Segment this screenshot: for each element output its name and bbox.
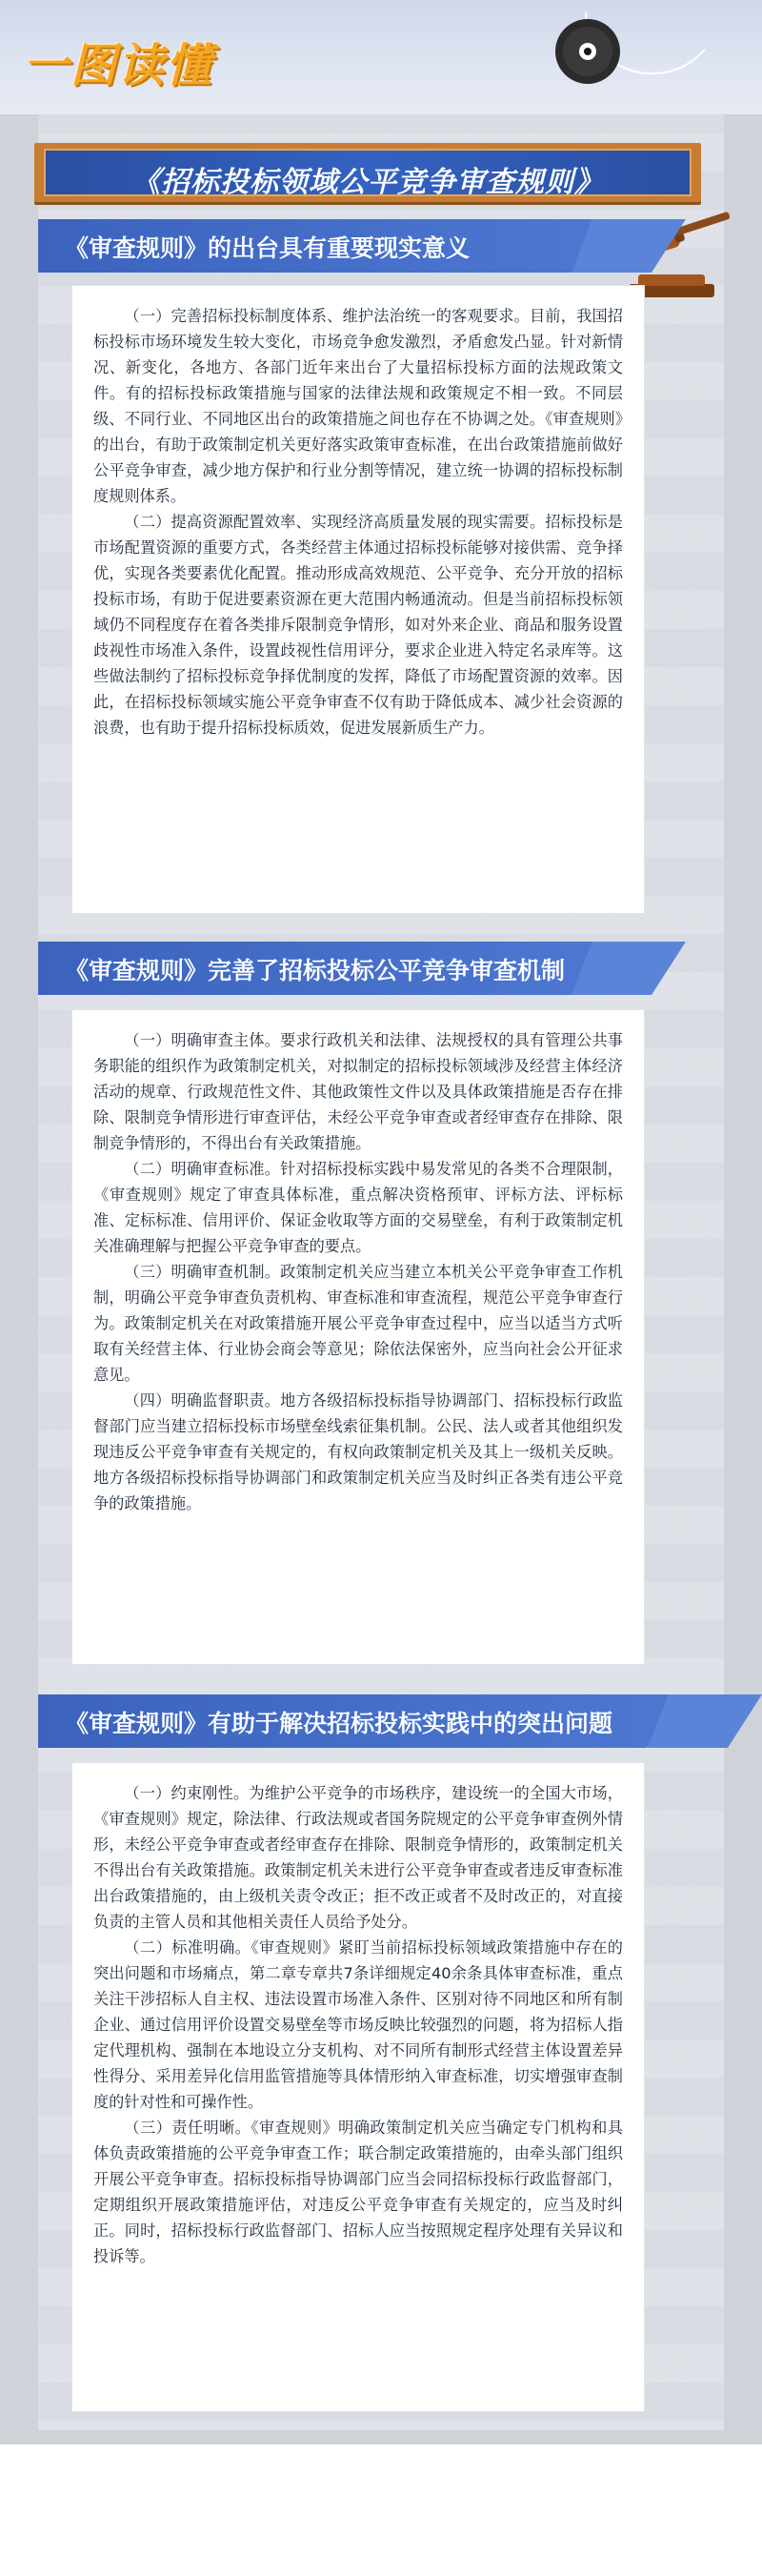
section-1-paragraph-2: （二）提高资源配置效率、实现经济高质量发展的现实需要。招标投标是市场配置资源的重要方式，各类经营主体通过招标投标能够对接供需、竞争择优，实现各类要素优化配置。推动形成高效规范、公平竞争、充分开放的招标投标市场，有助于促进要素资源在更大范围内畅通流动。但是当前招标投标领域仍不同程度存在着各类排斥限制竞争情形，如对外来企业、商品和服务设置歧视性市场准入条件，设置歧视性信用评分，要求企业进入特定名录库等。这些做法制约了招标投标竞争择优制度的发挥，降低了市场配置资源的效率。因此，在招标投标领域实施公平竞争审查不仅有助于降低成本、减少社会资源的浪费，也有助于提升招标投标质效，促进发展新质生产力。: [93, 513, 623, 737]
section-3-paragraph-1: （一）约束刚性。为维护公平竞争的市场秩序，建设统一的全国大市场，《审查规则》规定，除法律、行政法规或者国务院规定的公平竞争审查例外情形，未经公平竞争审查或者经审查存在排除、限制竞争情形的，政策制定机关不得出台有关政策措施。政策制定机关未进行公平竞争审查或者违反审查标准出台政策措施的，由上级机关责令改正；拒不改正或者不及时改正的，对直接负责的主管人员和其他相关责任人员给予处分。: [93, 1784, 623, 1931]
title-ribbon-inner: [44, 149, 692, 199]
title-ribbon: [34, 143, 701, 202]
section-2-title: 《审查规则》完善了招标投标公平竞争审查机制: [65, 957, 566, 984]
ribbon-title: 《招标投标领域公平竞争审查规则》: [131, 166, 604, 199]
section-3-title: 《审查规则》有助于解决招标投标实践中的突出问题: [65, 1710, 613, 1737]
section-3-paragraph-3: （三）责任明晰。《审查规则》明确政策制定机关应当确定专门机构和具体负责政策措施的公平竞争审查工作；联合制定政策措施的，由牵头部门组织开展公平竞争审查。招标投标指导协调部门应当会同招标投标行政监督部门，定期组织开展政策措施评估，对违反公平竞争审查有关规定的，应当及时纠正。同时，招标投标行政监督部门、招标人应当按照规定程序处理有关异议和投诉等。: [93, 2119, 623, 2265]
section-2-paragraph-2: （二）明确审查标准。针对招标投标实践中易发常见的各类不合理限制，《审查规则》规定了审查具体标准，重点解决资格预审、评标方法、评标标准、定标标准、信用评价、保证金收取等方面的交易壁垒，有利于政策制定机关准确理解与把握公平竞争审查的要点。: [93, 1160, 623, 1255]
section-1-paragraph-1: （一）完善招标投标制度体系、维护法治统一的客观要求。目前，我国招标投标市场环境发生较大变化，市场竞争愈发激烈，矛盾愈发凸显。针对新情况、新变化，各地方、各部门近年来出台了大量招标投标方面的法规政策文件。有的招标投标政策措施与国家的法律法规和政策规定不相一致。不同层级、不同行业、不同地区出台的政策措施之间也存在不协调之处。《审查规则》的出台，有助于政策制定机关更好落实政策审查标准，在出台政策措施前做好公平竞争审查，减少地方保护和行业分割等情况，建立统一协调的招标投标制度规则体系。: [93, 307, 623, 505]
section-3-paragraph-2: （二）标准明确。《审查规则》紧盯当前招标投标领域政策措施中存在的突出问题和市场痛点，第二章专章共7条详细规定40余条具体审查标准，重点关注干涉招标人自主权、违法设置市场准入条件、区别对待不同地区和所有制企业、通过信用评价设置交易壁垒等市场反映比较强烈的问题，将为招标人指定代理机构、强制在本地设立分支机构、对不同所有制形式经营主体设置差异性得分、采用差异化信用监管措施等具体情形纳入审查标准，切实增强审查制度的针对性和可操作性。: [93, 1938, 623, 2111]
banner-title: 一图读懂: [23, 39, 214, 92]
section-2-paragraph-4: （四）明确监督职责。地方各级招标投标指导协调部门、招标投标行政监督部门应当建立招标投标市场壁垒线索征集机制。公民、法人或者其他组织发现违反公平竞争审查有关规定的，有权向政策制定机关及其上一级机关反映。地方各级招标投标指导协调部门和政策制定机关应当及时纠正各类有违公平竞争的政策措施。: [93, 1391, 623, 1512]
section-1-card: [72, 286, 644, 913]
section-1-title: 《审查规则》的出台具有重要现实意义: [65, 234, 471, 262]
section-2-paragraph-3: （三）明确审查机制。政策制定机关应当建立本机关公平竞争审查工作机制，明确公平竞争审查负责机构、审查标准和审查流程，规范公平竞争审查行为。政策制定机关在对政策措施开展公平竞争审查过程中，应当以适当方式听取有关经营主体、行业协会商会等意见；除依法保密外，应当向社会公开征求意见。: [93, 1263, 623, 1384]
section-2-paragraph-1: （一）明确审查主体。要求行政机关和法律、法规授权的具有管理公共事务职能的组织作为政策制定机关，对拟制定的招标投标领域涉及经营主体经济活动的规章、行政规范性文件、其他政策性文件以及具体政策措施是否存在排除、限制竞争情形进行审查评估，未经公平竞争审查或者经审查存在排除、限制竞争情形的，不得出台有关政策措施。: [93, 1031, 623, 1152]
section-2-card: [72, 1010, 644, 1664]
hang-tag-icon: [548, 11, 710, 107]
section-3-card: [72, 1763, 644, 2411]
